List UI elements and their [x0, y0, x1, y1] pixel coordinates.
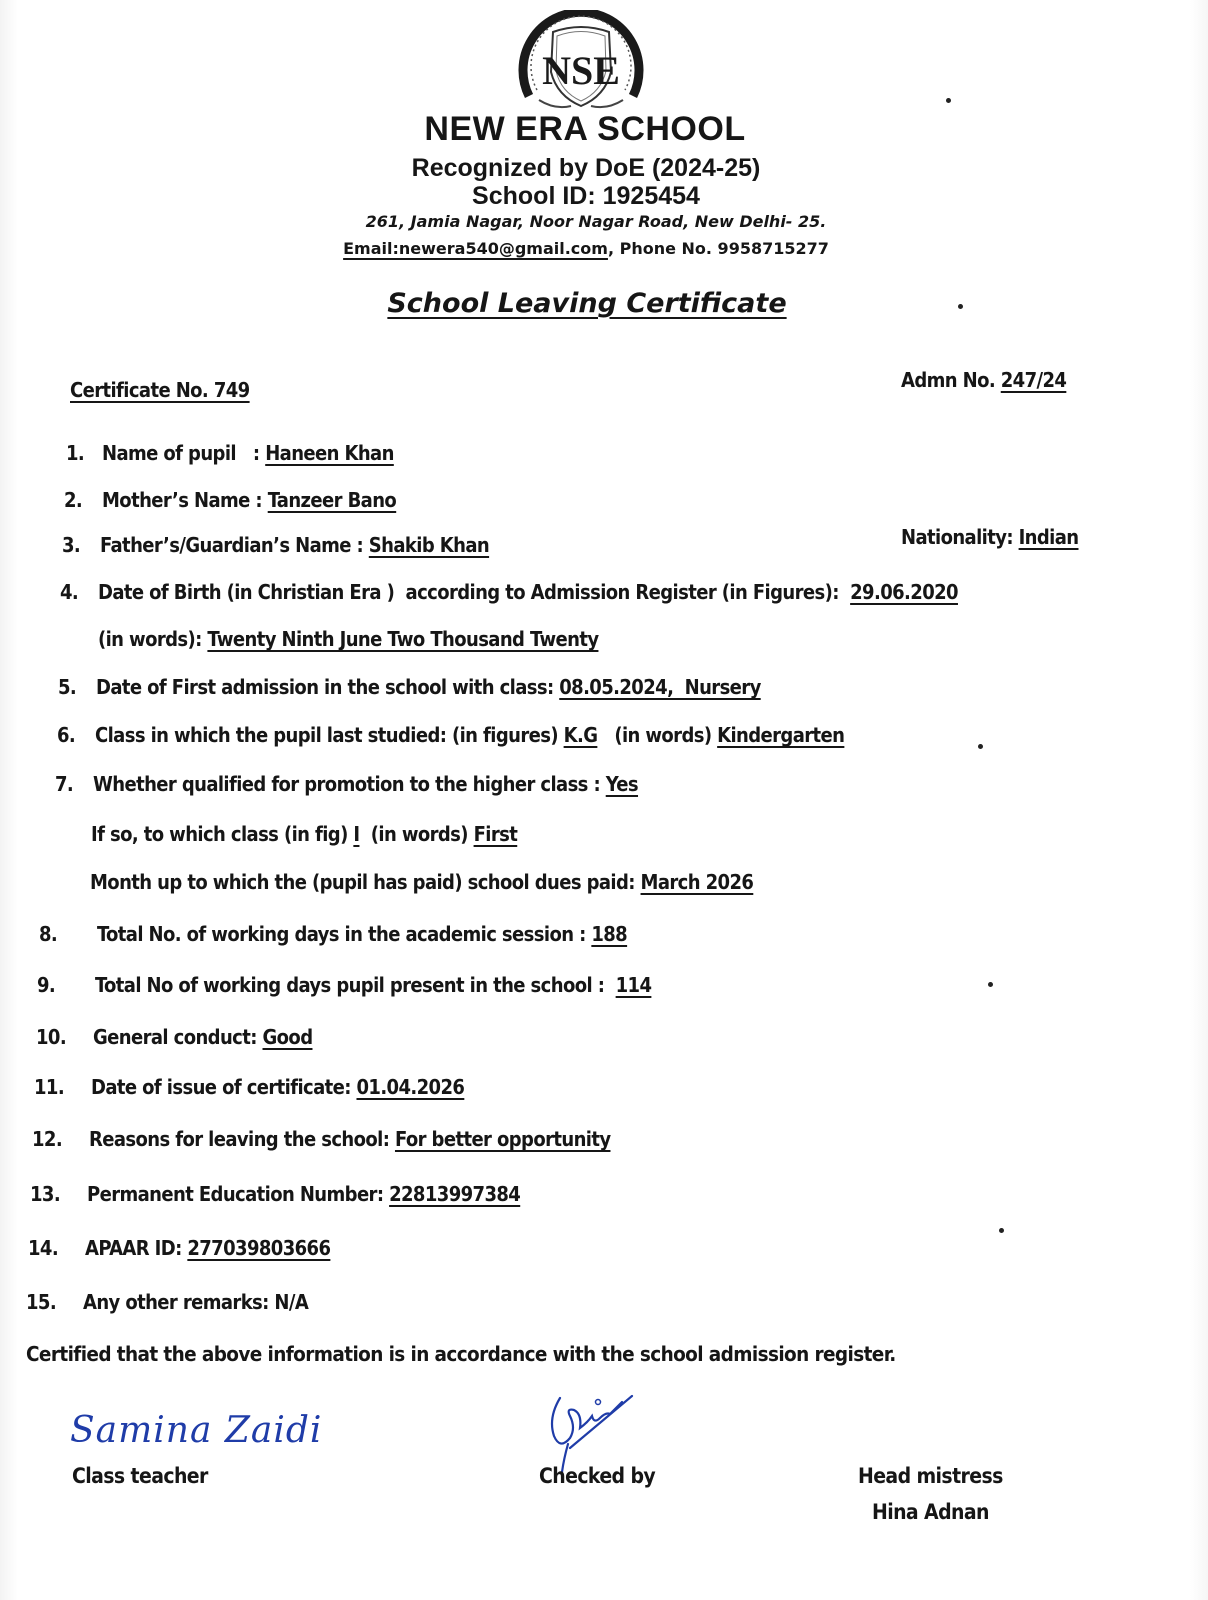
mother-name-value: Tanzeer Bano	[267, 488, 397, 512]
admission-number: Admn No. 247/24	[901, 368, 1067, 392]
field-nationality: Nationality: Indian	[901, 525, 1079, 549]
field-pupil-name: 1. Name of pupil : Haneen Khan	[66, 441, 394, 465]
scan-speck	[978, 744, 983, 749]
field-father-name: 3. Father’s/Guardian’s Name : Shakib Khan	[62, 533, 490, 557]
apaar-id-value: 277039803666	[187, 1236, 331, 1260]
working-days-value: 188	[591, 922, 628, 946]
school-address: 261, Jamia Nagar, Noor Nagar Road, New Delhi- 25.	[365, 212, 827, 231]
recognition-text: Recognized by DoE (2024-25)	[411, 154, 761, 182]
father-name-value: Shakib Khan	[368, 533, 490, 557]
pupil-name-value: Haneen Khan	[265, 441, 394, 465]
promotion-class-fig-value: I	[353, 822, 360, 846]
field-promotion-class: If so, to which class (in fig) I (in words) First	[91, 822, 518, 846]
dob-words-value: Twenty Ninth June Two Thousand Twenty	[207, 627, 599, 651]
scan-speck	[946, 98, 951, 103]
last-class-words-value: Kindergarten	[717, 723, 845, 747]
issue-date-value: 01.04.2026	[356, 1075, 465, 1099]
field-promotion: 7. Whether qualified for promotion to the higher class : Yes	[55, 772, 639, 796]
dues-paid-value: March 2026	[640, 870, 754, 894]
field-general-conduct: 10. General conduct: Good	[36, 1025, 313, 1049]
school-name: NEW ERA SCHOOL	[424, 110, 746, 148]
field-working-days: 8. Total No. of working days in the academic session : 188	[39, 922, 628, 946]
field-dob-words: (in words): Twenty Ninth June Two Thousand Twenty	[98, 627, 599, 651]
field-dues-paid: Month up to which the (pupil has paid) school dues paid: March 2026	[90, 870, 754, 894]
dob-value: 29.06.2020	[850, 580, 958, 604]
field-apaar-id: 14. APAAR ID: 277039803666	[28, 1236, 331, 1260]
certificate-number: Certificate No. 749	[70, 378, 250, 402]
school-contact	[0, 239, 1172, 258]
field-pen: 13. Permanent Education Number: 22813997384	[30, 1182, 521, 1206]
field-last-class: 6. Class in which the pupil last studied: (in figures) K.G (in words) Kindergarten	[57, 723, 845, 747]
field-date-of-birth: 4. Date of Birth (in Christian Era ) according to Admission Register (in Figures): 29.06.2020	[60, 580, 958, 604]
field-days-present: 9. Total No of working days pupil present in the school : 114	[37, 973, 652, 997]
pen-value: 22813997384	[389, 1182, 521, 1206]
certification-statement: Certified that the above information is in accordance with the school admission register.	[26, 1342, 896, 1366]
head-mistress-name: Hina Adnan	[872, 1500, 989, 1524]
general-conduct-value: Good	[262, 1025, 313, 1049]
school-id: School ID: 1925454	[472, 182, 700, 210]
admission-number-value: 247/24	[1000, 368, 1067, 392]
class-teacher-label: Class teacher	[72, 1464, 208, 1488]
last-class-fig-value: K.G	[563, 723, 598, 747]
email-link[interactable]: Email:newera540@gmail.com	[343, 239, 608, 258]
field-mother-name: 2. Mother’s Name : Tanzeer Bano	[64, 488, 397, 512]
nationality-value: Indian	[1018, 525, 1079, 549]
svg-text:NSE: NSE	[542, 48, 620, 93]
document-title: School Leaving Certificate	[387, 288, 787, 319]
promotion-value: Yes	[605, 772, 639, 796]
promotion-class-words-value: First	[473, 822, 518, 846]
leaving-reason-value: For better opportunity	[394, 1127, 611, 1151]
class-teacher-signature: Samina Zaidi	[70, 1410, 323, 1451]
scan-speck	[999, 1228, 1004, 1233]
scan-speck	[988, 982, 993, 987]
school-logo-icon	[515, 10, 647, 116]
first-admission-value: 08.05.2024, Nursery	[559, 675, 761, 699]
head-mistress-label: Head mistress	[858, 1464, 1003, 1488]
checked-by-label: Checked by	[539, 1464, 656, 1488]
field-leaving-reason: 12. Reasons for leaving the school: For better opportunity	[32, 1127, 611, 1151]
field-first-admission: 5. Date of First admission in the school with class: 08.05.2024, Nursery	[58, 675, 761, 699]
scan-speck	[958, 304, 963, 309]
phone-number: , Phone No. 9958715277	[607, 239, 829, 258]
field-remarks: 15. Any other remarks: N/A	[26, 1290, 309, 1314]
days-present-value: 114	[615, 973, 652, 997]
field-issue-date: 11. Date of issue of certificate: 01.04.2026	[34, 1075, 465, 1099]
